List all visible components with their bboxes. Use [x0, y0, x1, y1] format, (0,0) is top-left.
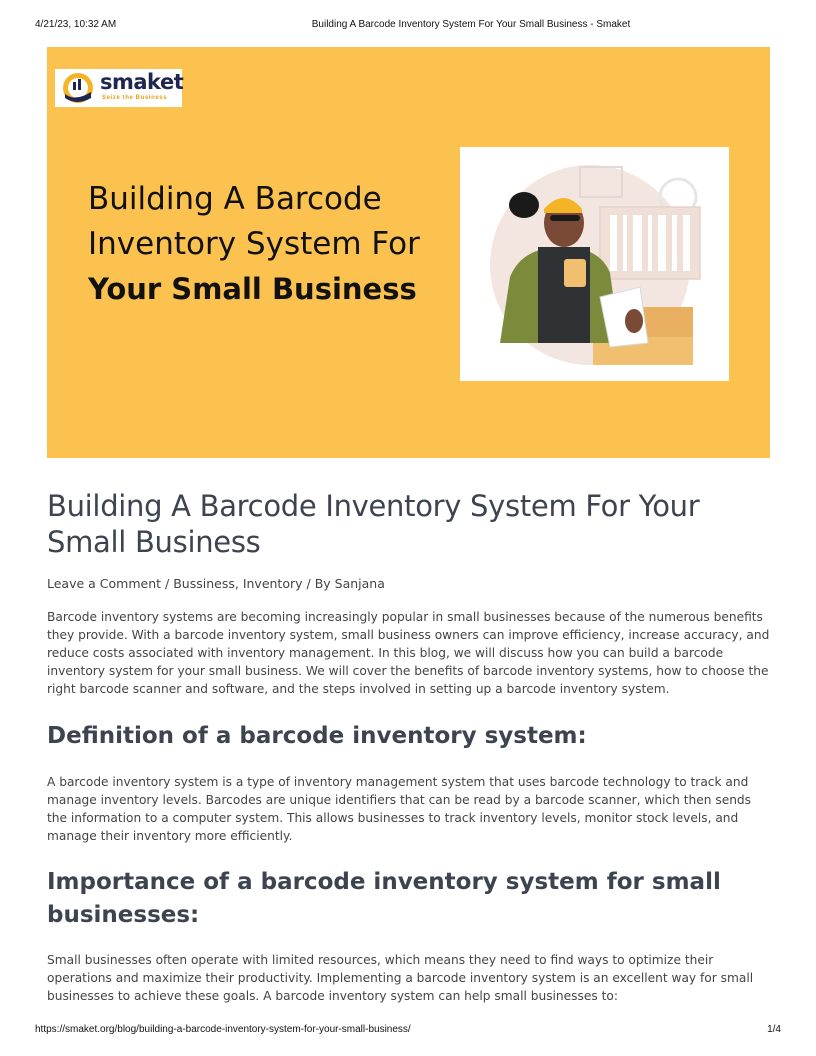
- category-link-inventory[interactable]: Inventory: [242, 576, 303, 591]
- meta-separator: /: [161, 576, 174, 591]
- category-link-bussiness[interactable]: Bussiness: [173, 576, 235, 591]
- warehouse-worker-illustration: [460, 147, 729, 381]
- intro-paragraph: Barcode inventory systems are becoming increasingly popular in small businesses because of the numerous benefits they provide. With a barcode inventory system, small business owners can improve efficiency, increase accuracy, and reduce costs associated with inventory management. In this blog, we will discuss how you can build a barcode inventory system for your small business. We will cover the benefits of barcode inventory systems, how to choose the right barcode scanner and software, and the steps involved in setting up a barcode inventory system.: [47, 610, 770, 696]
- importance-paragraph: Small businesses often operate with limited resources, which means they need to find ways to optimize their operations and maximize their productivity. Implementing a barcode inventory system is an excellent way for small businesses to achieve these goals. A barcode inventory system can help small businesses to:: [47, 953, 754, 1003]
- leave-comment-link[interactable]: Leave a Comment: [47, 576, 162, 591]
- print-datetime: 4/21/23, 10:32 AM: [35, 19, 117, 30]
- section-heading-importance: Importance of a barcode inventory system for small businesses:: [47, 869, 721, 928]
- print-header: [0, 19, 816, 33]
- banner-heading-line: Inventory System For: [88, 226, 420, 262]
- print-page-number: 1/4: [767, 1024, 781, 1035]
- featured-banner-image: [47, 47, 770, 458]
- author-link[interactable]: Sanjana: [334, 576, 385, 591]
- definition-paragraph: A barcode inventory system is a type of inventory management system that uses barcode technology to track and manage inventory levels. Barcodes are unique identifiers that can be read by a barcode scanner, which then sends the information to a computer system. This allows businesses to track inventory levels, monitor stock levels, and manage their inventory more efficiently.: [47, 775, 752, 843]
- banner-heading: [88, 177, 448, 312]
- print-doc-title: Building A Barcode Inventory System For Your Small Business - Smaket: [311, 19, 631, 30]
- print-footer: [0, 1024, 816, 1038]
- banner-heading-line: Building A Barcode: [88, 181, 382, 217]
- post-meta: [47, 576, 385, 591]
- worker-scanning-barcode-icon: [460, 147, 729, 381]
- banner-heading-line-bold: Your Small Business: [88, 272, 417, 306]
- article-title: Building A Barcode Inventory System For Your Small Business: [47, 489, 700, 559]
- smaket-logo[interactable]: [55, 69, 182, 107]
- meta-comma: ,: [234, 576, 243, 591]
- logo-mark-icon: [61, 72, 97, 104]
- meta-by: / By: [302, 576, 335, 591]
- logo-wordmark: smaket: [100, 70, 184, 94]
- print-page-url: https://smaket.org/blog/building-a-barcode-inventory-system-for-your-small-business/: [35, 1024, 411, 1035]
- logo-tagline: Seize the Business: [102, 95, 168, 101]
- section-heading-definition: Definition of a barcode inventory system:: [47, 723, 587, 749]
